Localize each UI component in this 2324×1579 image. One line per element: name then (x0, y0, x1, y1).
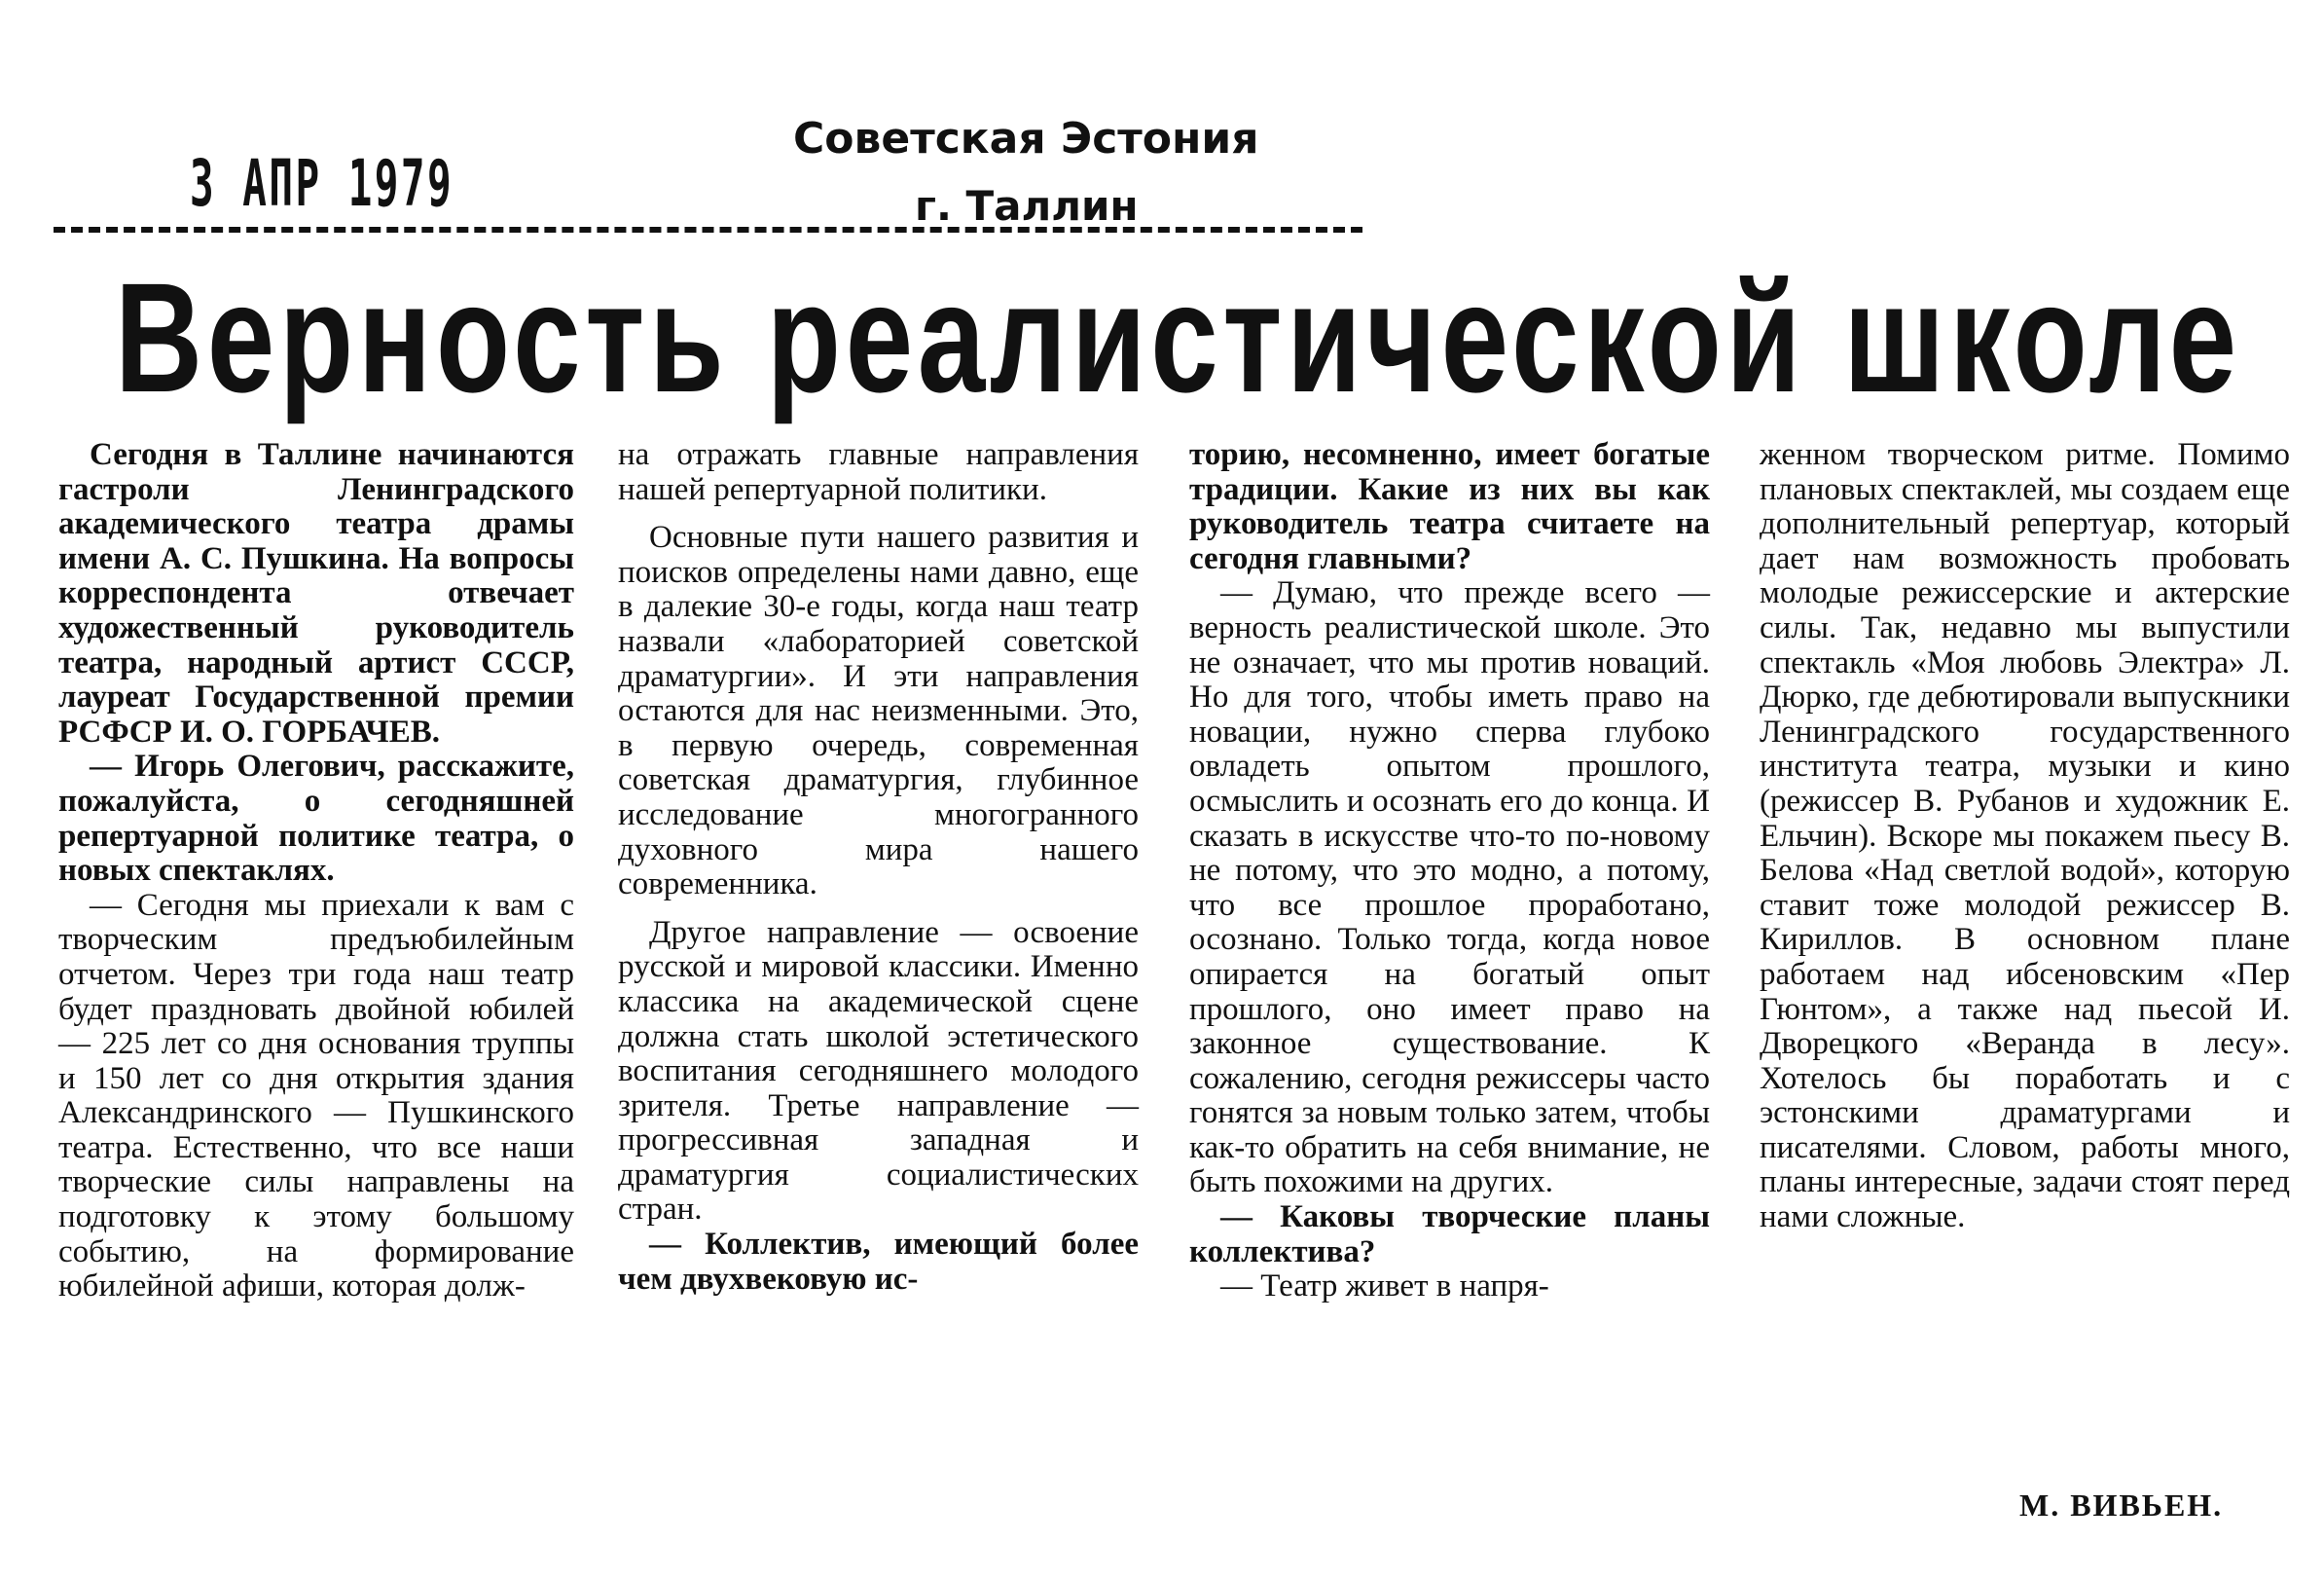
question-1-text: — Игорь Олегович, расскажите, пожалуйста, о сегодняшней репертуарной политике театра, о новых спектаклях. (58, 749, 574, 889)
answer-3: — Театр живет в напря- (1220, 1268, 1549, 1304)
question-3-text: — Каковы творческие планы коллектива? (1189, 1199, 1710, 1269)
question-3 (1189, 1200, 1710, 1269)
answer-1-continued: на отражать главные направления нашей репертуарной политики. (618, 437, 1139, 507)
article-column-1 (58, 438, 574, 1304)
article-column-4 (1760, 438, 2290, 1235)
question-1 (58, 750, 574, 888)
article-column-3 (1189, 438, 1710, 1304)
author-signature: М. ВИВЬЕН. (2019, 1487, 2224, 1523)
newspaper-name: Советская Эстония (793, 114, 1259, 164)
article-headline: Верность реалистической школе (115, 250, 2241, 424)
question-2-continued (1189, 438, 1710, 576)
header-rule (54, 227, 1362, 233)
clipping-date: 3 АПР 1979 (190, 146, 454, 221)
newspaper-city: г. Таллин (915, 182, 1139, 230)
article-column-2 (618, 438, 1139, 1297)
answer-3-continued: женном творческом ритме. Помимо плановых спектаклей, мы создаем еще дополнительный репертуар, который дает нам возможность пробовать молодые режиссерские и актерские силы. Так, недавно мы выпустили спектакль «Моя любовь Электра» Л. Дюрко, где дебютировали выпускники Ленинградского государственного института театра, музыки и кино (режиссер В. Рубанов и художник Е. Ельчин). Вскоре мы покажем пьесу В. Белова «Над светлой водой», которую ставит тоже молодой режиссер В. Кириллов. В основном плане работаем над ибсеновским «Пер Гюнтом», а также над пьесой И. Дворецкого «Веранда в лесу». Хотелось бы поработать и с эстонскими драматургами и писателями. Словом, работы много, планы интересные, задачи стоят перед нами сложные. (1760, 437, 2290, 1235)
answer-1: — Сегодня мы приехали к вам с творческим предъюбилейным отчетом. Через три года наш театр будет праздновать двойной юбилей — 225 лет со дня основания труппы и 150 лет со дня открытия здания Александринского — Пушкинского театра. Естественно, что все наши творческие силы направлены на подготовку к этому большому событию, на формирование юбилейной афиши, которая долж- (58, 887, 574, 1304)
question-2 (618, 1228, 1139, 1297)
intro-text: Сегодня в Таллине начинаются гастроли Ленинградского академического театра драмы имени А. С. Пушкина. На вопросы корреспондента отвечает художественный руководитель театра, народный артист СССР, лауреат Государственной премии РСФСР И. О. ГОРБАЧЕВ. (58, 437, 574, 750)
intro-paragraph (58, 438, 574, 750)
answer-2: — Думаю, что прежде всего — верность реалистической школе. Это не означает, что мы против новаций. Но для того, чтобы иметь право на новации, нужно сперва глубоко овладеть опытом прошлого, осмыслить и осознать его до конца. И сказать в искусстве что-то по-новому не потому, что это модно, а потому, что все прошлое проработано, осознано. Только тогда, когда новое опирается на богатый опыт прошлого, оно имеет право на законное существование. К сожалению, сегодня режиссеры часто гонятся за новым только затем, чтобы как-то обратить на себя внимание, не быть похожими на других. (1189, 575, 1710, 1200)
answer-1-paragraph-3: Другое направление — освоение русской и мировой классики. Именно классика на академической сцене должна стать школой эстетического воспитания сегодняшнего молодого зрителя. Третье направление — прогрессивная западная и драматургия социалистических стран. (618, 914, 1139, 1228)
answer-1-paragraph-2: Основные пути нашего развития и поисков определены нами давно, еще в далекие 30-е годы, когда наш театр назвали «лабораторией советской драматургии». И эти направления остаются для нас неизменными. Это, в первую очередь, современная советская драматургия, глубинное исследование многогранного духовного мира нашего современника. (618, 520, 1139, 902)
clipping-header (54, 102, 1367, 248)
question-2-text: — Коллектив, имеющий более чем двухвековую ис- (618, 1227, 1139, 1297)
question-2-cont-text: торию, несомненно, имеет богатые традиции. Какие из них вы как руководитель театра считаете на сегодня главными? (1189, 437, 1710, 576)
